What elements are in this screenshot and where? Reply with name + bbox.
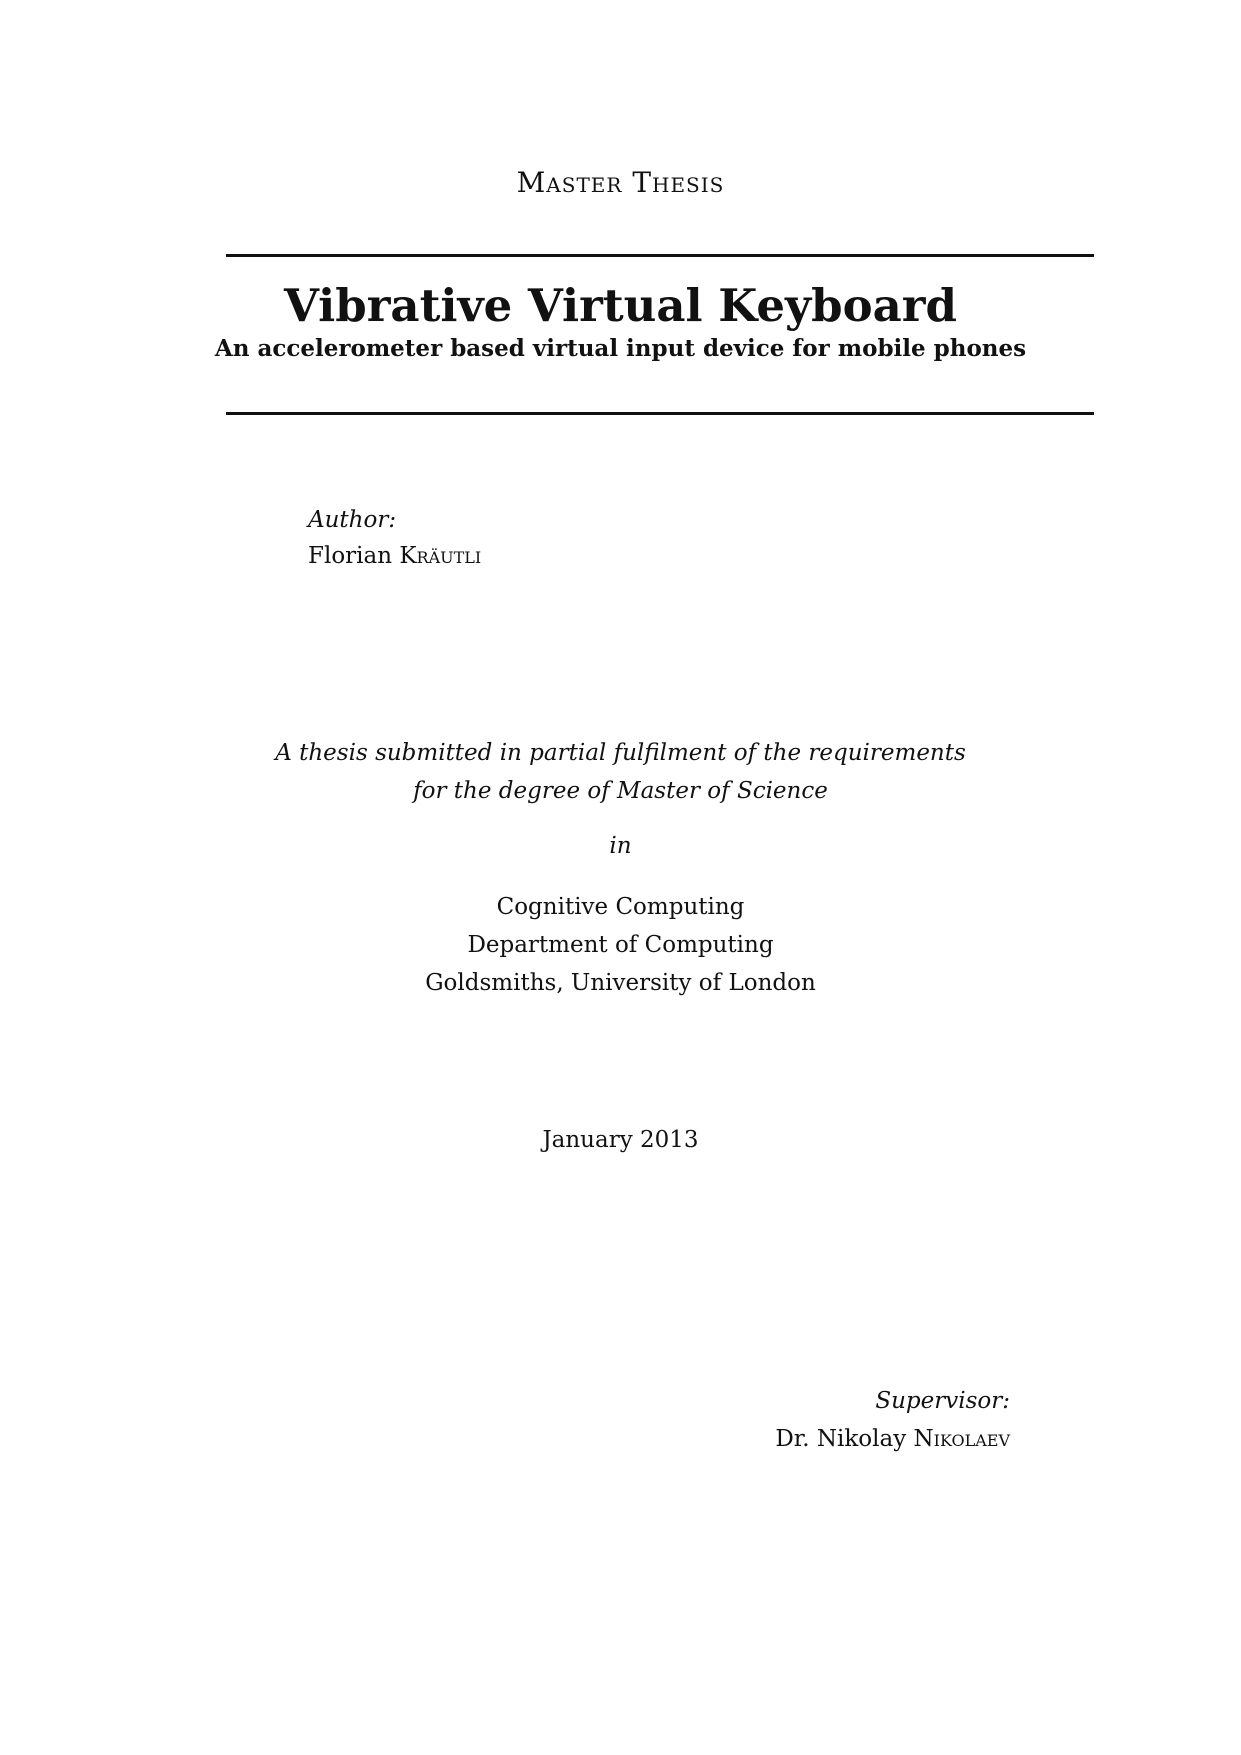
thesis-subtitle: An accelerometer based virtual input device for mobile phones bbox=[214, 335, 1027, 362]
supervisor-name bbox=[775, 1420, 1010, 1458]
author-name bbox=[308, 538, 481, 574]
degree-connector: in bbox=[609, 833, 632, 859]
document-type: Master Thesis bbox=[516, 166, 725, 199]
thesis-title: Vibrative Virtual Keyboard bbox=[284, 279, 957, 332]
supervisor-label: Supervisor: bbox=[875, 1388, 1010, 1414]
degree-statement-line-2: for the degree of Master of Science bbox=[413, 778, 828, 804]
author-label: Author: bbox=[308, 507, 397, 533]
degree-statement-line-1: A thesis submitted in partial fulfilment of the requirements bbox=[275, 740, 966, 766]
supervisor-first-name: Dr. Nikolay bbox=[775, 1426, 907, 1452]
top-rule bbox=[226, 254, 1094, 257]
department-name: Department of Computing bbox=[467, 932, 774, 958]
affiliation-block bbox=[0, 888, 1241, 1002]
bottom-rule bbox=[226, 412, 1094, 415]
submission-date: January 2013 bbox=[542, 1127, 699, 1153]
author-last-name: Kräutli bbox=[399, 543, 482, 569]
supervisor-last-name: Nikolaev bbox=[913, 1426, 1010, 1452]
institution-name: Goldsmiths, University of London bbox=[425, 970, 816, 996]
program-name: Cognitive Computing bbox=[496, 894, 745, 920]
degree-statement bbox=[0, 734, 1241, 810]
author-block bbox=[308, 502, 481, 574]
author-first-name: Florian bbox=[308, 543, 393, 569]
supervisor-block bbox=[775, 1382, 1010, 1458]
